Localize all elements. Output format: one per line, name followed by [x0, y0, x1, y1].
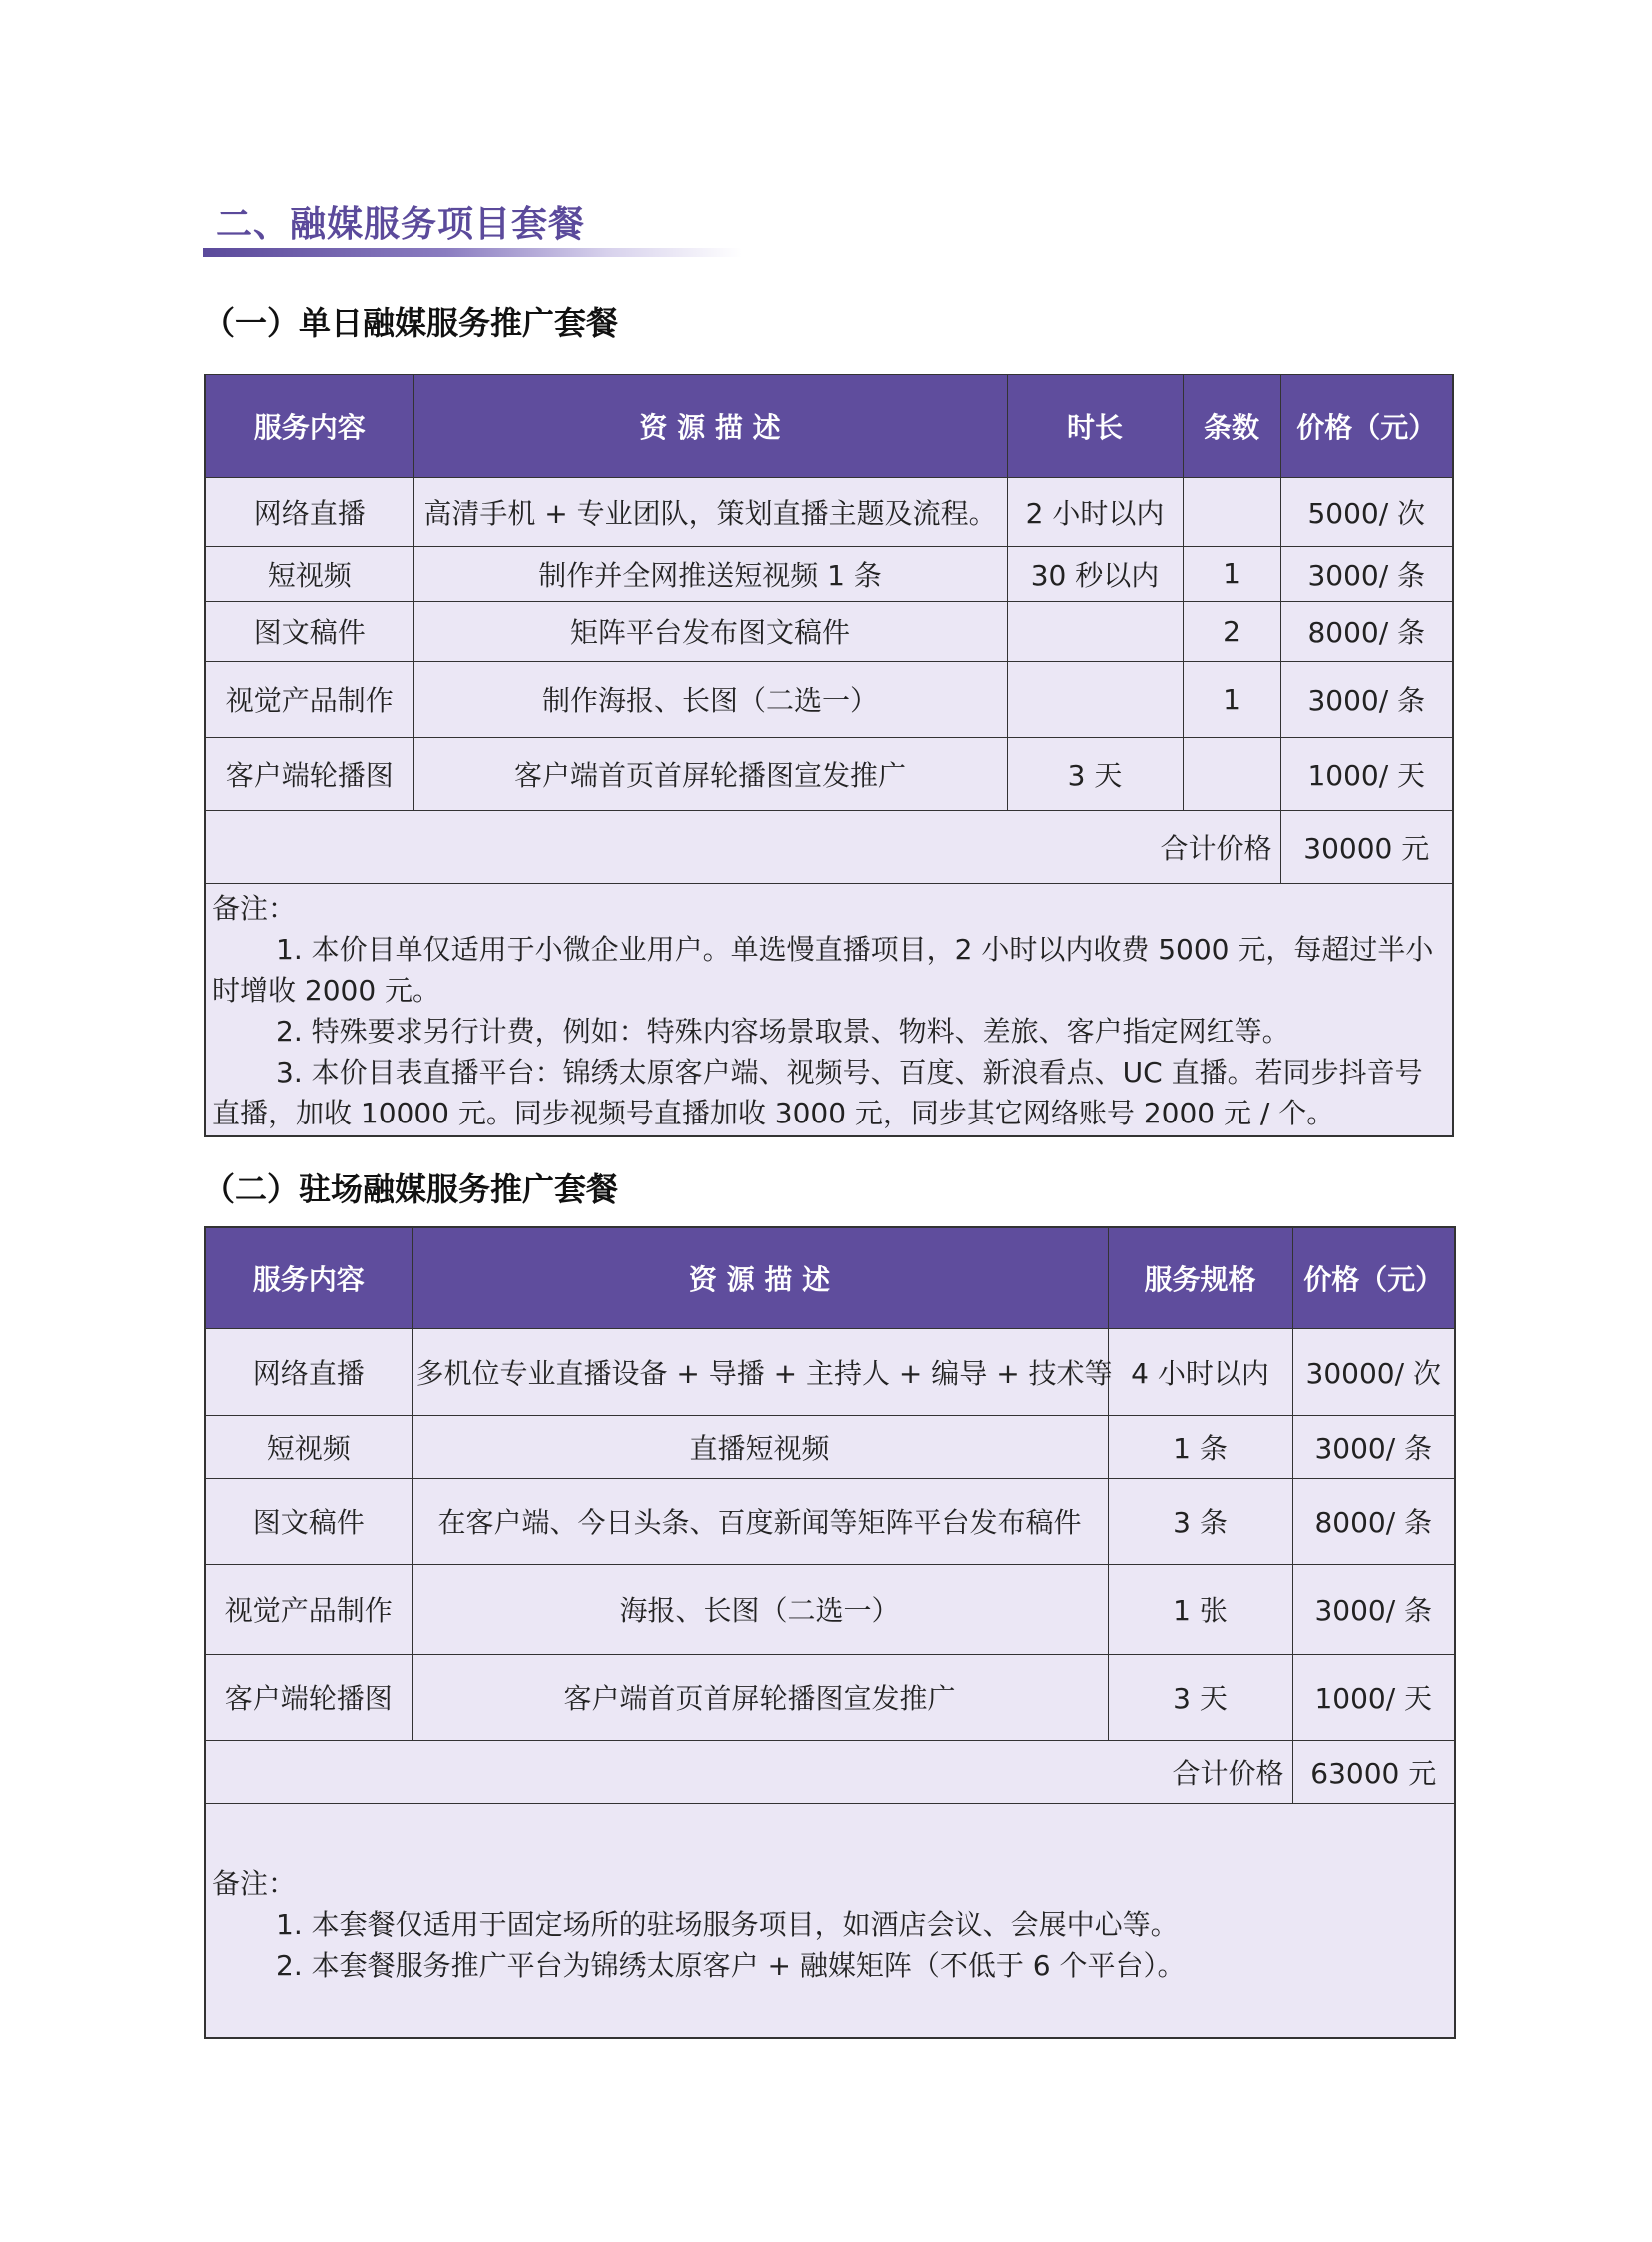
cell-service: 网络直播 — [205, 1328, 412, 1415]
total-value: 63000 元 — [1292, 1740, 1455, 1803]
cell-description: 客户端首页首屏轮播图宣发推广 — [412, 1654, 1108, 1740]
table-row — [205, 661, 1453, 737]
table-header-row — [205, 374, 1453, 477]
total-value: 30000 元 — [1280, 810, 1453, 883]
cell-duration: 30 秒以内 — [1007, 546, 1183, 601]
notes-row — [205, 1803, 1455, 2038]
cell-count — [1183, 477, 1280, 546]
cell-service: 网络直播 — [205, 477, 413, 546]
table-row — [205, 1478, 1455, 1564]
cell-description: 海报、长图（二选一） — [412, 1564, 1108, 1654]
header-price: 价格（元） — [1280, 374, 1453, 477]
package1-title: （一）单日融媒服务推广套餐 — [203, 304, 619, 342]
note-item: 2. 特殊要求另行计费，例如：特殊内容场景取景、物料、差旅、客户指定网红等。 — [276, 1014, 1290, 1048]
cell-description: 直播短视频 — [412, 1415, 1108, 1478]
cell-description: 客户端首页首屏轮播图宣发推广 — [413, 737, 1007, 810]
cell-service: 图文稿件 — [205, 601, 413, 661]
cell-description: 矩阵平台发布图文稿件 — [413, 601, 1007, 661]
cell-price: 5000/ 次 — [1280, 477, 1453, 546]
total-label: 合计价格 — [205, 810, 1280, 883]
cell-count: 1 — [1183, 661, 1280, 737]
cell-price: 8000/ 条 — [1280, 601, 1453, 661]
notes-label: 备注： — [212, 891, 297, 925]
cell-duration: 3 天 — [1007, 737, 1183, 810]
table-row — [205, 737, 1453, 810]
cell-description: 高清手机 + 专业团队，策划直播主题及流程。 — [413, 477, 1007, 546]
total-row — [205, 810, 1453, 883]
cell-spec: 1 条 — [1108, 1415, 1292, 1478]
cell-service: 视觉产品制作 — [205, 1564, 412, 1654]
package1-table — [204, 374, 1454, 1137]
cell-spec: 1 张 — [1108, 1564, 1292, 1654]
cell-spec: 3 条 — [1108, 1478, 1292, 1564]
notes-cell — [205, 883, 1453, 1136]
cell-service: 视觉产品制作 — [205, 661, 413, 737]
cell-price: 1000/ 天 — [1280, 737, 1453, 810]
cell-service: 短视频 — [205, 1415, 412, 1478]
notes-label: 备注： — [212, 1867, 297, 1900]
cell-price: 30000/ 次 — [1292, 1328, 1455, 1415]
cell-duration: 2 小时以内 — [1007, 477, 1183, 546]
cell-price: 8000/ 条 — [1292, 1478, 1455, 1564]
table-row — [205, 1328, 1455, 1415]
table-row — [205, 1654, 1455, 1740]
cell-description: 制作并全网推送短视频 1 条 — [413, 546, 1007, 601]
cell-count — [1183, 737, 1280, 810]
table-row — [205, 546, 1453, 601]
table-row — [205, 601, 1453, 661]
table-row — [205, 1415, 1455, 1478]
header-service: 服务内容 — [205, 374, 413, 477]
title-underline — [203, 248, 742, 257]
cell-duration — [1007, 661, 1183, 737]
notes-row — [205, 883, 1453, 1136]
cell-price: 3000/ 条 — [1280, 661, 1453, 737]
package2-title: （二）驻场融媒服务推广套餐 — [203, 1170, 619, 1208]
cell-count: 2 — [1183, 601, 1280, 661]
cell-price: 1000/ 天 — [1292, 1654, 1455, 1740]
table-row — [205, 1564, 1455, 1654]
note-item: 3. 本价目表直播平台：锦绣太原客户端、视频号、百度、新浪看点、UC 直播。若同步抖音号直播，加收 10000 元。同步视频号直播加收 3000 元，同步其它网络账号 2000 元 / 个。 — [212, 1055, 1423, 1129]
cell-description: 制作海报、长图（二选一） — [413, 661, 1007, 737]
note-item: 1. 本套餐仅适用于固定场所的驻场服务项目，如酒店会议、会展中心等。 — [276, 1907, 1179, 1941]
header-spec: 服务规格 — [1108, 1227, 1292, 1328]
cell-duration — [1007, 601, 1183, 661]
table-header-row — [205, 1227, 1455, 1328]
note-item: 2. 本套餐服务推广平台为锦绣太原客户 + 融媒矩阵（不低于 6 个平台）。 — [276, 1948, 1186, 1982]
total-row — [205, 1740, 1455, 1803]
cell-description: 多机位专业直播设备 + 导播 + 主持人 + 编导 + 技术等 — [412, 1328, 1108, 1415]
cell-service: 客户端轮播图 — [205, 737, 413, 810]
note-item: 1. 本价目单仅适用于小微企业用户。单选慢直播项目，2 小时以内收费 5000 元，每超过半小时增收 2000 元。 — [212, 932, 1434, 1007]
cell-service: 客户端轮播图 — [205, 1654, 412, 1740]
header-count: 条数 — [1183, 374, 1280, 477]
cell-description: 在客户端、今日头条、百度新闻等矩阵平台发布稿件 — [412, 1478, 1108, 1564]
cell-spec: 4 小时以内 — [1108, 1328, 1292, 1415]
table-row — [205, 477, 1453, 546]
header-price: 价格（元） — [1292, 1227, 1455, 1328]
cell-price: 3000/ 条 — [1280, 546, 1453, 601]
notes-cell — [205, 1803, 1455, 2038]
cell-service: 短视频 — [205, 546, 413, 601]
notes-spacer — [212, 1808, 1448, 1864]
header-service: 服务内容 — [205, 1227, 412, 1328]
cell-service: 图文稿件 — [205, 1478, 412, 1564]
header-description: 资 源 描 述 — [413, 374, 1007, 477]
header-duration: 时长 — [1007, 374, 1183, 477]
cell-count: 1 — [1183, 546, 1280, 601]
cell-price: 3000/ 条 — [1292, 1415, 1455, 1478]
package2-table — [204, 1226, 1456, 2039]
cell-price: 3000/ 条 — [1292, 1564, 1455, 1654]
total-label: 合计价格 — [205, 1740, 1292, 1803]
header-description: 资 源 描 述 — [412, 1227, 1108, 1328]
cell-spec: 3 天 — [1108, 1654, 1292, 1740]
section-title: 二、融媒服务项目套餐 — [216, 204, 586, 245]
